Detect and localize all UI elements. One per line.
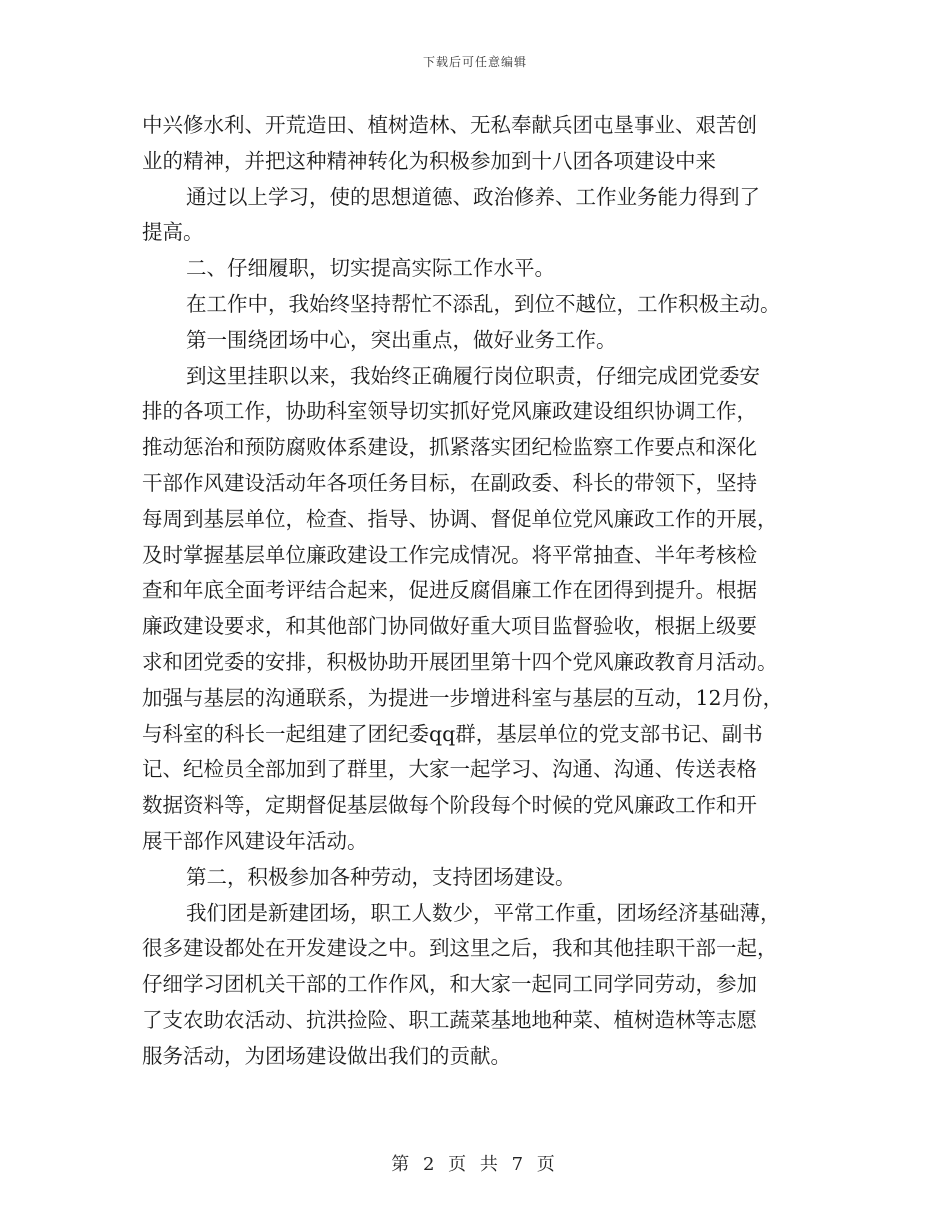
text-line: 推动惩治和预防腐败体系建设，抓紧落实团纪检监察工作要点和深化 bbox=[142, 435, 757, 460]
text-line: 查和年底全面考评结合起来，促进反腐倡廉工作在团得到提升。根据 bbox=[142, 578, 757, 603]
section-heading: 二、仔细履职，切实提高实际工作水平。 bbox=[186, 256, 555, 281]
text-line: 展干部作风建设年活动。 bbox=[142, 828, 368, 853]
text-line: 干部作风建设活动年各项任务目标，在副政委、科长的带领下，坚持 bbox=[142, 470, 757, 495]
text-line: 仔细学习团机关干部的工作作风，和大家一起同工同学同劳动，参加 bbox=[142, 972, 757, 997]
text-line: 业的精神，并把这种精神转化为积极参加到十八团各项建设中来 bbox=[142, 148, 716, 173]
paragraph-start: 到这里挂职以来，我始终正确履行岗位职责，仔细完成团党委安 bbox=[186, 363, 760, 388]
paragraph-start: 我们团是新建团场，职工人数少，平常工作重，团场经济基础薄， bbox=[186, 900, 781, 925]
text-line: 及时掌握基层单位廉政建设工作完成情况。将平常抽查、半年考核检 bbox=[142, 542, 757, 567]
text-line: 服务活动，为团场建设做出我们的贡献。 bbox=[142, 1043, 511, 1068]
text-line: 每周到基层单位，检查、指导、协调、督促单位党风廉政工作的开展， bbox=[142, 506, 778, 531]
paragraph-start: 在工作中，我始终坚持帮忙不添乱，到位不越位，工作积极主动。 bbox=[186, 291, 781, 316]
text-line: 求和团党委的安排，积极协助开展团里第十四个党风廉政教育月活动。 bbox=[142, 649, 778, 674]
text-line: 排的各项工作，协助科室领导切实抓好党风廉政建设组织协调工作， bbox=[142, 399, 757, 424]
text-line: 数据资料等，定期督促基层做每个阶段每个时候的党风廉政工作和开 bbox=[142, 793, 757, 818]
text-line: 中兴修水利、开荒造田、植树造林、无私奉献兵团屯垦事业、艰苦创 bbox=[142, 113, 757, 137]
document-body bbox=[142, 108, 812, 1075]
text-line: 与科室的科长一起组建了团纪委qq群，基层单位的党支部书记、副书 bbox=[142, 721, 763, 746]
subsection-heading: 第二，积极参加各种劳动，支持团场建设。 bbox=[186, 864, 576, 889]
subsection-heading: 第一围绕团场中心，突出重点，做好业务工作。 bbox=[186, 327, 617, 352]
page-header: 下载后可任意编辑 bbox=[422, 55, 527, 69]
text-line: 了支农助农活动、抗洪捡险、职工蔬菜基地地种菜、植树造林等志愿 bbox=[142, 1007, 757, 1032]
text-line: 很多建设都处在开发建设之中。到这里之后，我和其他挂职干部一起， bbox=[142, 936, 778, 961]
page-number: 第 2 页 共 7 页 bbox=[391, 1154, 559, 1175]
text-line: 廉政建设要求，和其他部门协同做好重大项目监督验收，根据上级要 bbox=[142, 614, 757, 639]
text-line: 加强与基层的沟通联系，为提进一步增进科室与基层的互动，12月份， bbox=[142, 685, 784, 710]
text-line: 记、纪检员全部加到了群里，大家一起学习、沟通、沟通、传送表格 bbox=[142, 757, 757, 782]
text-line: 提高。 bbox=[142, 220, 204, 245]
paragraph-start: 通过以上学习，使的思想道德、政治修养、工作业务能力得到了 bbox=[186, 184, 760, 209]
